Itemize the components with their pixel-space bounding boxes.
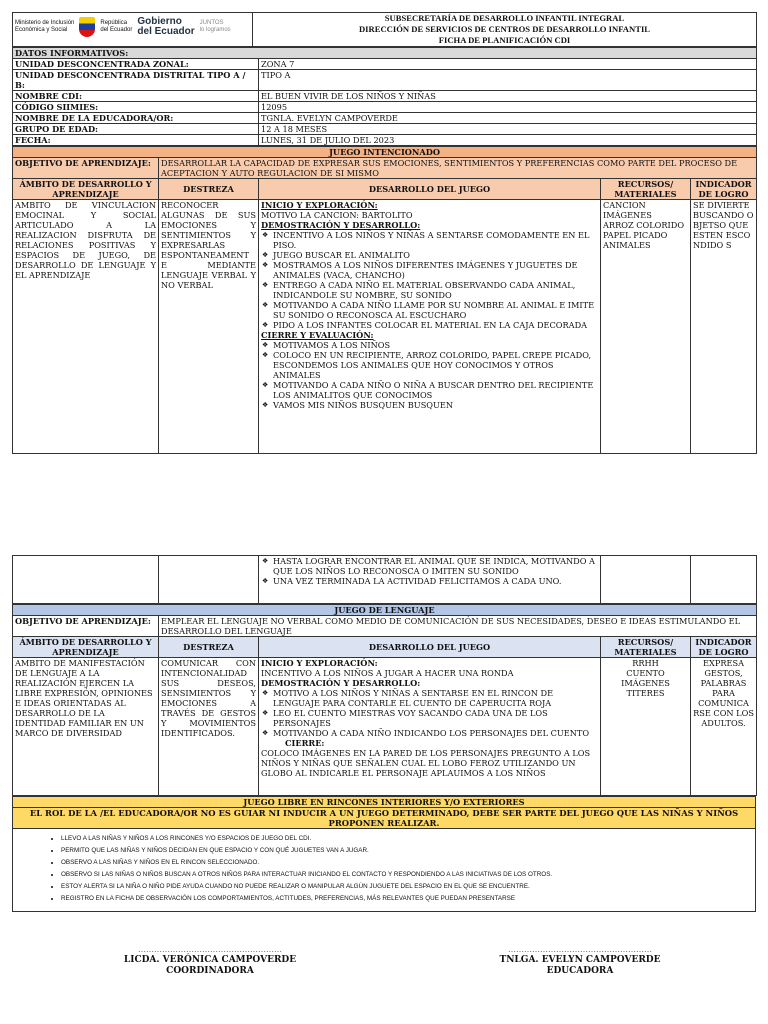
list-item: ❖ INCENTIVO A LOS NIÑOS Y NIÑAS A SENTARSE COMODAMENTE EN EL PISO. <box>261 230 598 250</box>
signature-role: COORDINADORA <box>166 966 254 976</box>
info-label: NOMBRE CDI: <box>13 91 259 102</box>
game2-objective-label: OBJETIVO DE APRENDIZAJE: <box>13 616 159 637</box>
col-desarrollo-header: DESARROLLO DEL JUEGO <box>259 179 601 200</box>
game1-inicio: MOTIVO LA CANCION: BARTOLITO <box>261 210 413 220</box>
list-item: ❖ HASTA LOGRAR ENCONTRAR EL ANIMAL QUE SE INDICA, MOTIVANDO A QUE LOS NIÑOS LO RECONOSCA O IMITEN SU SONIDO <box>261 556 598 576</box>
col-recursos-header: RECURSOS/ MATERIALES <box>601 179 691 200</box>
game1-destreza: RECONOCER ALGUNAS DE SUS EMOCIONES Y SENTIMIENTOS Y EXPRESARLAS ESPONTANEAMENT E MEDIANTE LENGUAJE VERBAL Y NO VERBAL <box>159 200 259 454</box>
list-item: ❖ MOTIVAMOS A LOS NIÑOS <box>261 340 598 350</box>
info-value: LUNES, 31 DE JULIO DEL 2023 <box>259 135 757 146</box>
resource-item: ARROZ COLORIDO <box>603 220 685 230</box>
col-indicador-header: INDICADOR DE LOGRO <box>691 637 757 658</box>
info-value: TIPO A <box>259 70 757 91</box>
game2-cierre: COLOCO IMÁGENES EN LA PARED DE LOS PERSONAJES PREGUNTO A LOS NIÑOS Y NIÑAS QUE SEÑALEN CUAL EL LOBO FEROZ UTILIZANDO UN GLOBO AL INDICARLE EL PERSONAJE APLAUIMOS A LOS NIÑOS <box>261 748 591 778</box>
game1-inicio-label: INICIO Y EXPLORACIÓN: <box>261 200 378 210</box>
resource-item: PAPEL PICADO <box>603 230 668 240</box>
game3-list <box>61 833 755 905</box>
list-item: • OBSERVO A LAS NIÑAS Y NIÑOS EN EL RINCON SELECCIONADO. <box>61 857 755 869</box>
title-direccion: DIRECCIÓN DE SERVICIOS DE CENTROS DE DESARROLLO INFANTIL <box>358 24 651 34</box>
list-item: • ESTOY ALERTA SI LA NIÑA O NIÑO PIDE AYUDA CUANDO NO PUEDE REALIZAR O MANIPULAR ALGÚN JUGUETE DEL ESPACIO EN EL QUE SE ENCUENTRE. <box>61 881 755 893</box>
game3-table <box>12 796 756 912</box>
list-item: ❖ COLOCO EN UN RECIPIENTE, ARROZ COLORIDO, PAPEL CREPE PICADO, ESCONDEMOS LOS ANIMALES QUE HOY CONOCIMOS Y OTROS ANIMALES <box>261 350 598 380</box>
info-label: UNIDAD DESCONCENTRADA ZONAL: <box>13 59 259 70</box>
game3-title: JUEGO LIBRE EN RINCONES INTERIORES Y/O EXTERIORES <box>13 797 756 808</box>
mies-logo: Ministerio de Inclusión Económica y Social <box>15 20 75 33</box>
col-indicador-header: INDICADOR DE LOGRO <box>691 179 757 200</box>
game2-destreza: COMUNICAR CON INTENCIONALIDAD SUS DESEOS, SENSIMIENTOS Y EMOCIONES A TRAVÉS DE GESTOS Y MOVIMIENTOS IDENTIFICADOS. <box>159 658 259 796</box>
list-item: ❖ PIDO A LOS INFANTES COLOCAR EL MATERIAL EN LA CAJA DECORADA <box>261 320 598 330</box>
game2-cierre-label: CIERRE: <box>285 738 325 748</box>
info-section-title: DATOS INFORMATIVOS: <box>13 48 757 59</box>
empty-cell <box>13 556 159 604</box>
info-value: TGNLA. EVELYN CAMPOVERDE <box>259 113 757 124</box>
empty-cell <box>601 556 691 604</box>
resource-item: IMÁGENES <box>603 210 652 220</box>
resource-item: CANCION <box>603 200 646 210</box>
resource-item: RRHH <box>632 658 659 668</box>
game2-table <box>12 604 757 796</box>
info-value: 12 A 18 MESES <box>259 124 757 135</box>
game2-desarrollo <box>259 658 601 796</box>
game1-cierre-label: CIERRE Y EVALUACIÓN: <box>261 330 374 340</box>
game2-title: JUEGO DE LENGUAJE <box>13 605 757 616</box>
info-value: EL BUEN VIVIR DE LOS NIÑOS Y NIÑAS <box>259 91 757 102</box>
list-item: • OBSERVO SI LAS NIÑAS O NIÑOS BUSCAN A OTROS NIÑOS PARA INTERACTUAR INICIANDO EL CONTACTO Y RESPONDIENDO A LAS INICIATIVAS DE LOS OTROS. <box>61 869 755 881</box>
game3-role: EL ROL DE LA /EL EDUCADORA/OR NO ES GUIAR NI INDUCIR A UN JUEGO DETERMINADO, DEBE SER PARTE DEL JUEGO QUE LAS NIÑAS Y NIÑOS PROPONEN REALIZAR. <box>13 808 756 829</box>
list-item: ❖ MOTIVANDO A CADA NIÑO O NIÑA A BUSCAR DENTRO DEL RECIPIENTE LOS ANIMALITOS QUE CONOCIMOS <box>261 380 598 400</box>
info-value: ZONA 7 <box>259 59 757 70</box>
header-table <box>12 12 757 47</box>
title-subsecretaria: SUBSECRETARÍA DE DESARROLLO INFANTIL INTEGRAL <box>384 13 625 23</box>
ecuador-shield-icon <box>79 17 95 37</box>
juntos-logo: JUNTOS lo logramos <box>199 20 231 33</box>
list-item: ❖ UNA VEZ TERMINADA LA ACTIVIDAD FELICITAMOS A CADA UNO. <box>261 576 598 586</box>
info-label: NOMBRE DE LA EDUCADORA/OR: <box>13 113 259 124</box>
signature-name: LICDA. VERÓNICA CAMPOVERDE <box>123 955 297 965</box>
header-titles <box>253 13 757 47</box>
game2-demo-label: DEMOSTRACIÓN Y DESARROLLO: <box>261 678 421 688</box>
col-desarrollo-header: DESARROLLO DEL JUEGO <box>259 637 601 658</box>
col-destreza-header: DESTREZA <box>159 637 259 658</box>
game2-indicador: EXPRESA GESTOS, PALABRAS PARA COMUNICA RSE CON LOS ADULTOS. <box>691 658 757 796</box>
empty-cell <box>159 556 259 604</box>
signature-coordinadora <box>100 944 320 977</box>
info-label: UNIDAD DESCONCENTRADA DISTRITAL TIPO A / B: <box>13 70 259 91</box>
col-destreza-header: DESTREZA <box>159 179 259 200</box>
game1-demo-label: DEMOSTRACIÓN Y DESARROLLO: <box>261 220 421 230</box>
resource-item: IMÁGENES <box>621 678 670 688</box>
game1-cierre-continuation <box>259 556 601 604</box>
game1-indicador: SE DIVIERTE BUSCANDO OBJETSO QUE ESTEN ESCONDIDO S <box>691 200 757 454</box>
game1-ambito: AMBITO DE VINCULACION EMOCINAL Y SOCIAL ARTICULADO A LA REALIZACION DISFRUTA DE RELACIONES POSITIVAS Y ESPACIOS DE JUEGO, DE DESARROLLO DE LENGUAJE Y EL APRENDIZAJE <box>13 200 159 454</box>
list-item: ❖ VAMOS MIS NIÑOS BUSQUEN BUSQUEN <box>261 400 598 410</box>
list-item: ❖ ENTREGO A CADA NIÑO EL MATERIAL OBSERVANDO CADA ANIMAL, INDICANDOLE SU NOMBRE, SU SONIDO <box>261 280 598 300</box>
planning-sheet-page-2 <box>12 555 756 912</box>
game2-demo-list <box>261 688 598 738</box>
signature-line: ……………………………………………… <box>138 945 282 954</box>
col-ambito-header: ÁMBITO DE DESARROLLO Y APRENDIZAJE <box>13 179 159 200</box>
republica-logo: República del Ecuador <box>100 20 133 33</box>
signature-line: ……………………………………………… <box>508 945 652 954</box>
info-value: 12095 <box>259 102 757 113</box>
game1-objective: DESARROLLAR LA CAPACIDAD DE EXPRESAR SUS EMOCIONES, SENTIMIENTOS Y PREFERENCIAS COMO PARTE DEL PROCESO DE ACEPTACION Y AUTO REGULACION DE SI MISMO <box>159 158 757 179</box>
resource-item: ANIMALES <box>603 240 651 250</box>
game1-title: JUEGO INTENCIONADO <box>13 147 757 158</box>
game2-objective: EMPLEAR EL LENGUAJE NO VERBAL COMO MEDIO DE COMUNICACIÓN DE SUS NECESIDADES, DESEO E IDEAS ESTIMULANDO EL DESARROLLO DEL LENGUAJE <box>159 616 757 637</box>
logos-cell <box>13 13 253 47</box>
game3-list-cell <box>13 829 756 912</box>
list-item: • LLEVO A LAS NIÑAS Y NIÑOS A LOS RINCONES Y/O ESPACIOS DE JUEGO DEL CDI. <box>61 833 755 845</box>
list-item: ❖ LEO EL CUENTO MIESTRAS VOY SACANDO CADA UNA DE LOS PERSONAJES <box>261 708 598 728</box>
info-label: GRUPO DE EDAD: <box>13 124 259 135</box>
signature-name: TNLGA. EVELYN CAMPOVERDE <box>499 955 661 965</box>
game1-desarrollo <box>259 200 601 454</box>
list-item: ❖ JUEGO BUSCAR EL ANIMALITO <box>261 250 598 260</box>
planning-sheet-page-1 <box>12 12 756 454</box>
game1-demo-list <box>261 230 598 330</box>
resource-item: CUENTO <box>626 668 665 678</box>
info-label: FECHA: <box>13 135 259 146</box>
game1-cierre-list <box>261 340 598 410</box>
signature-role: EDUCADORA <box>546 966 614 976</box>
title-ficha: FICHA DE PLANIFICACIÓN CDI <box>438 35 571 45</box>
empty-cell <box>691 556 757 604</box>
col-recursos-header: RECURSOS/ MATERIALES <box>601 637 691 658</box>
gobierno-logo: Gobierno del Ecuador <box>137 16 195 37</box>
list-item: • PERMITO QUE LAS NIÑAS Y NIÑOS DECIDAN EN QUE ESPACIO Y CON QUÉ JUGUETES VAN A JUGAR. <box>61 845 755 857</box>
game2-inicio: INCENTIVO A LOS NIÑOS A JUGAR A HACER UNA RONDA <box>261 668 514 678</box>
list-item: ❖ MOSTRAMOS A LOS NIÑOS DIFERENTES IMÁGENES Y JUGUETES DE ANIMALES (VACA, CHANCHO) <box>261 260 598 280</box>
game1-table <box>12 146 757 454</box>
info-label: CÓDIGO SIIMIES: <box>13 102 259 113</box>
list-item: ❖ MOTIVANDO A CADA NIÑO LLAME POR SU NOMBRE AL ANIMAL E IMITE SU SONIDO O RECONOSCA AL ESCUCHARO <box>261 300 598 320</box>
game1-recursos <box>601 200 691 454</box>
resource-item: TITERES <box>626 688 665 698</box>
game1-continuation-table <box>12 555 757 604</box>
game2-ambito: AMBITO DE MANIFESTACIÓN DE LENGUAJE A LA REALIZACIÓN EJERCEN LA LIBRE EXPRESIÓN, OPINIONES E IDEAS ORIENTADAS AL DESARROLLO DE LA IDENTIDAD FAMILIAR EN UN MARCO DE DIVERSIDAD <box>13 658 159 796</box>
list-item: • REGISTRO EN LA FICHA DE OBSERVACIÓN LOS COMPORTAMIENTOS, ACTITUDES, PREFERENCIAS, MÁS RELEVANTES QUE PUEDAN PRESENTARSE <box>61 893 755 905</box>
list-item: ❖ MOTIVO A LOS NIÑOS Y NIÑAS A SENTARSE EN EL RINCON DE LENGUAJE PARA CONTARLE EL CUENTO DE CAPERUCITA ROJA <box>261 688 598 708</box>
list-item: ❖ MOTIVANDO A CADA NIÑO INDICANDO LOS PERSONAJES DEL CUENTO <box>261 728 598 738</box>
info-table <box>12 47 757 146</box>
game2-recursos <box>601 658 691 796</box>
col-ambito-header: ÁMBITO DE DESARROLLO Y APRENDIZAJE <box>13 637 159 658</box>
signature-educadora <box>470 944 690 977</box>
game2-inicio-label: INICIO Y EXPLORACIÓN: <box>261 658 378 668</box>
game1-cierre-cont-list <box>261 556 598 586</box>
game1-objective-label: OBJETIVO DE APRENDIZAJE: <box>13 158 159 179</box>
